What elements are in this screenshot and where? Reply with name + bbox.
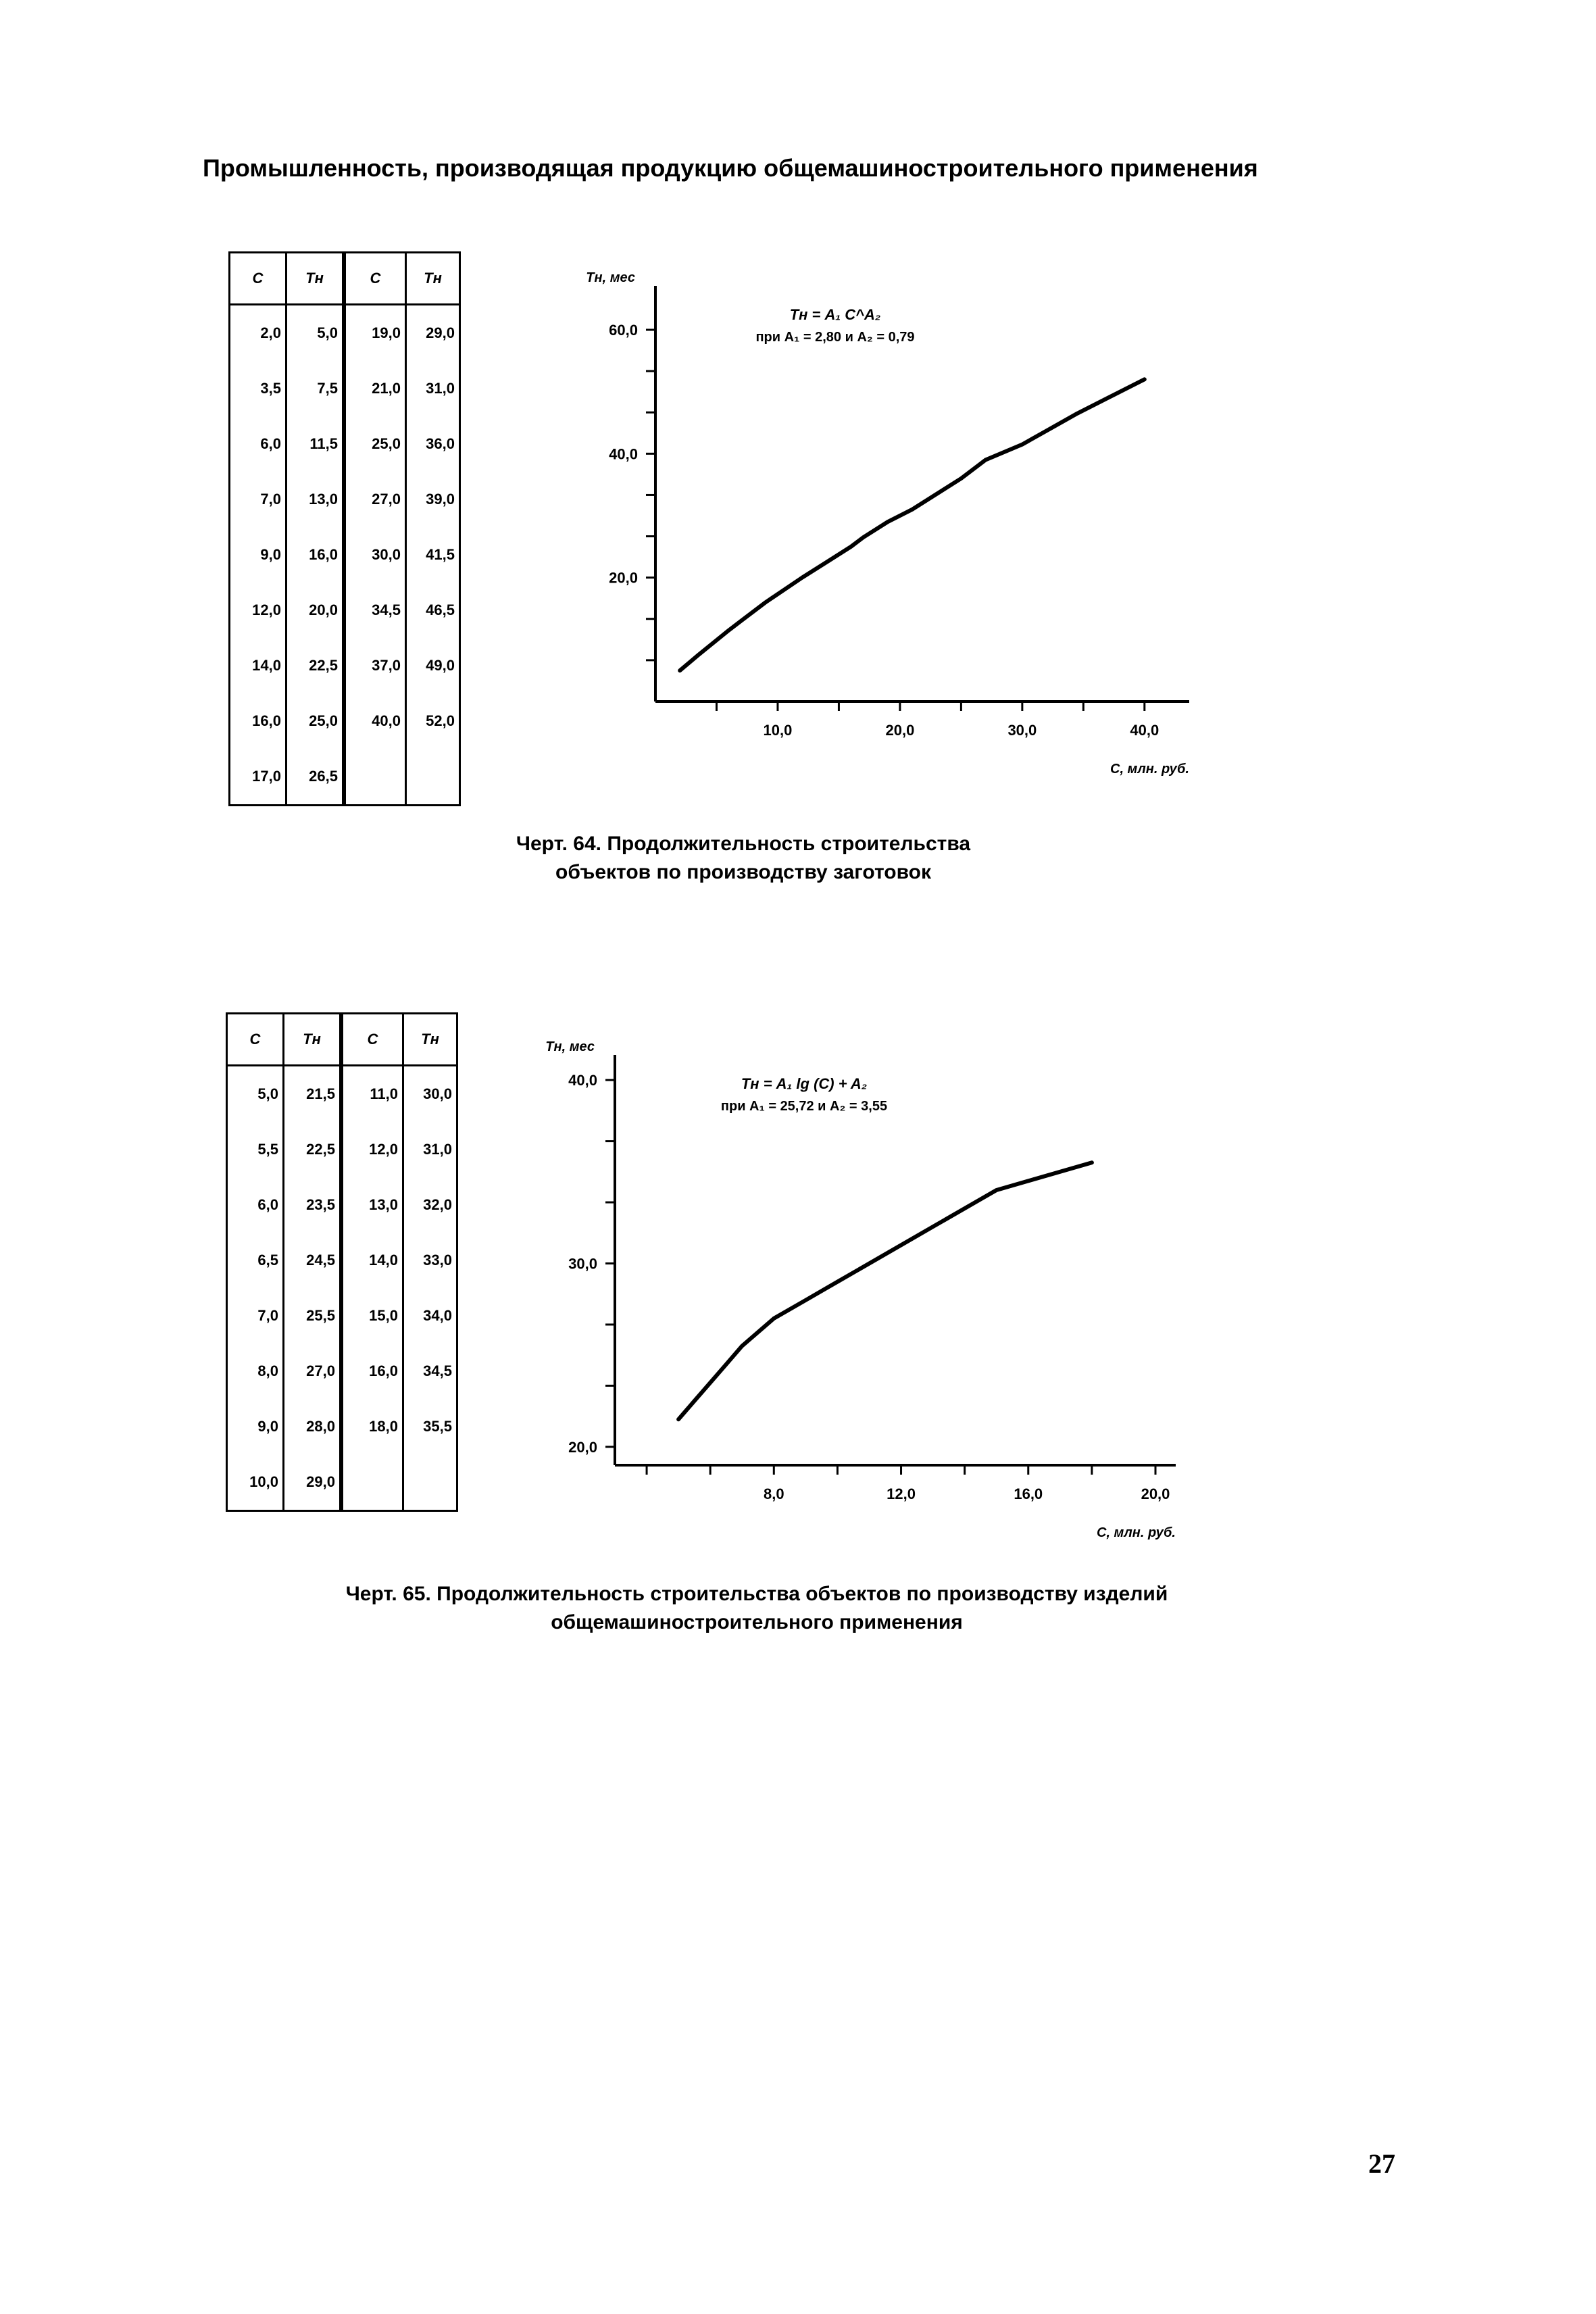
table-cell: 19,0 — [344, 305, 406, 362]
table-cell: 8,0 — [227, 1344, 284, 1399]
table-row — [227, 1344, 457, 1399]
table-cell: 11,0 — [341, 1066, 403, 1123]
x-axis-label: C, млн. руб. — [1110, 762, 1189, 777]
table-row — [230, 527, 460, 583]
x-tick-label: 10,0 — [763, 722, 793, 739]
x-tick-label: 40,0 — [1130, 722, 1159, 739]
formula-params: при A₁ = 25,72 и A₂ = 3,55 — [720, 1099, 888, 1114]
table-cell — [341, 1454, 403, 1511]
y-axis-label: Tн, мес — [586, 270, 635, 285]
table-cell: 13,0 — [286, 472, 345, 527]
table-cell: 9,0 — [227, 1399, 284, 1454]
table-cell: 9,0 — [230, 527, 286, 583]
caption-fig64-line2: объектов по производству заготовок — [555, 861, 931, 883]
table-cell: 41,5 — [406, 527, 460, 583]
formula: Tн = A₁ C^A₂ — [789, 306, 881, 323]
table-cell: 6,0 — [227, 1177, 284, 1233]
table-header-row — [227, 1014, 457, 1066]
x-tick-label: 20,0 — [1141, 1485, 1170, 1502]
table-cell: 39,0 — [406, 472, 460, 527]
table-row — [227, 1122, 457, 1177]
table-row — [230, 305, 460, 362]
table-cell: 22,5 — [284, 1122, 342, 1177]
caption-fig65-line1: Черт. 65. Продолжительность строительства объектов по производству изделий — [345, 1583, 1168, 1605]
table-cell: 31,0 — [406, 361, 460, 416]
table-cell: 31,0 — [403, 1122, 457, 1177]
table-cell: 36,0 — [406, 416, 460, 472]
x-axis-label: C, млн. руб. — [1097, 1525, 1176, 1540]
table-header-row — [230, 253, 460, 305]
table-cell: 24,5 — [284, 1233, 342, 1288]
table-cell: 33,0 — [403, 1233, 457, 1288]
table-cell: 32,0 — [403, 1177, 457, 1233]
formula: Tн = A₁ lg (C) + A₂ — [741, 1075, 868, 1092]
table-cell: 25,0 — [344, 416, 406, 472]
table-cell: 14,0 — [341, 1233, 403, 1288]
table-cell: 22,5 — [286, 638, 345, 693]
table-cell: 25,0 — [286, 693, 345, 749]
caption-fig64-line1: Черт. 64. Продолжительность строительства — [516, 833, 971, 855]
table-row — [227, 1454, 457, 1511]
column-header: C — [230, 253, 286, 305]
x-tick-label: 16,0 — [1014, 1485, 1043, 1502]
table-cell: 18,0 — [341, 1399, 403, 1454]
table-row — [230, 693, 460, 749]
table-cell: 7,5 — [286, 361, 345, 416]
column-header: Тн — [286, 253, 345, 305]
table-row — [230, 472, 460, 527]
data-table-fig64 — [228, 251, 461, 806]
table-cell — [406, 749, 460, 806]
table-row — [227, 1399, 457, 1454]
y-tick-label: 20,0 — [609, 569, 638, 587]
table-cell: 26,5 — [286, 749, 345, 806]
column-header: Тн — [403, 1014, 457, 1066]
page-number: 27 — [1368, 2148, 1395, 2179]
table-cell: 25,5 — [284, 1288, 342, 1344]
column-header: C — [344, 253, 406, 305]
table-cell: 13,0 — [341, 1177, 403, 1233]
caption-fig65 — [284, 1580, 1230, 1637]
table-cell: 16,0 — [341, 1344, 403, 1399]
table-cell: 17,0 — [230, 749, 286, 806]
table-cell: 29,0 — [406, 305, 460, 362]
y-tick-label: 60,0 — [609, 322, 638, 339]
x-tick-label: 30,0 — [1007, 722, 1037, 739]
x-tick-label: 8,0 — [763, 1485, 784, 1502]
y-tick-label: 40,0 — [568, 1072, 597, 1089]
table-cell: 30,0 — [403, 1066, 457, 1123]
table-cell: 14,0 — [230, 638, 286, 693]
table-cell: 30,0 — [344, 527, 406, 583]
table-row — [230, 416, 460, 472]
chart-fig65 — [514, 1007, 1216, 1548]
table-cell: 5,5 — [227, 1122, 284, 1177]
table-cell: 7,0 — [230, 472, 286, 527]
series-line — [680, 379, 1145, 670]
table-row — [230, 583, 460, 638]
table-cell: 6,0 — [230, 416, 286, 472]
table-cell: 16,0 — [230, 693, 286, 749]
formula-params: при A₁ = 2,80 и A₂ = 0,79 — [755, 330, 915, 345]
y-axis-label: Tн, мес — [545, 1039, 595, 1054]
table-row — [227, 1288, 457, 1344]
page-heading: Промышленность, производящая продукцию общемашиностроительного применения — [203, 154, 1258, 182]
table-cell: 11,5 — [286, 416, 345, 472]
column-header: C — [227, 1014, 284, 1066]
caption-fig65-line2: общемашиностроительного применения — [551, 1611, 963, 1633]
column-header: C — [341, 1014, 403, 1066]
table-cell: 28,0 — [284, 1399, 342, 1454]
table-cell: 37,0 — [344, 638, 406, 693]
table-cell: 49,0 — [406, 638, 460, 693]
table-cell: 7,0 — [227, 1288, 284, 1344]
table-cell: 34,5 — [403, 1344, 457, 1399]
table-cell: 5,0 — [286, 305, 345, 362]
x-tick-label: 12,0 — [887, 1485, 916, 1502]
table-cell: 29,0 — [284, 1454, 342, 1511]
table-cell: 15,0 — [341, 1288, 403, 1344]
table-cell: 34,0 — [403, 1288, 457, 1344]
table-cell: 10,0 — [227, 1454, 284, 1511]
table-row — [227, 1177, 457, 1233]
y-tick-label: 20,0 — [568, 1438, 597, 1456]
column-header: Тн — [406, 253, 460, 305]
table-cell: 35,5 — [403, 1399, 457, 1454]
table-row — [227, 1066, 457, 1123]
table-cell: 3,5 — [230, 361, 286, 416]
table-cell: 46,5 — [406, 583, 460, 638]
table-cell: 16,0 — [286, 527, 345, 583]
table-cell: 52,0 — [406, 693, 460, 749]
table-cell: 23,5 — [284, 1177, 342, 1233]
column-header: Тн — [284, 1014, 342, 1066]
table-cell: 6,5 — [227, 1233, 284, 1288]
table-cell: 12,0 — [230, 583, 286, 638]
table-cell: 27,0 — [344, 472, 406, 527]
table-row — [230, 361, 460, 416]
table-cell: 20,0 — [286, 583, 345, 638]
table-cell: 12,0 — [341, 1122, 403, 1177]
caption-fig64 — [473, 830, 1014, 887]
table-cell: 27,0 — [284, 1344, 342, 1399]
table-cell: 40,0 — [344, 693, 406, 749]
table-row — [230, 638, 460, 693]
y-tick-label: 40,0 — [609, 445, 638, 463]
table-cell: 5,0 — [227, 1066, 284, 1123]
data-table-fig65 — [226, 1012, 458, 1512]
table-cell — [344, 749, 406, 806]
y-tick-label: 30,0 — [568, 1255, 597, 1273]
chart-fig64 — [527, 250, 1270, 804]
table-cell — [403, 1454, 457, 1511]
table-cell: 21,0 — [344, 361, 406, 416]
table-row — [230, 749, 460, 806]
series-line — [678, 1162, 1092, 1419]
table-cell: 21,5 — [284, 1066, 342, 1123]
table-cell: 34,5 — [344, 583, 406, 638]
table-row — [227, 1233, 457, 1288]
x-tick-label: 20,0 — [885, 722, 915, 739]
table-cell: 2,0 — [230, 305, 286, 362]
